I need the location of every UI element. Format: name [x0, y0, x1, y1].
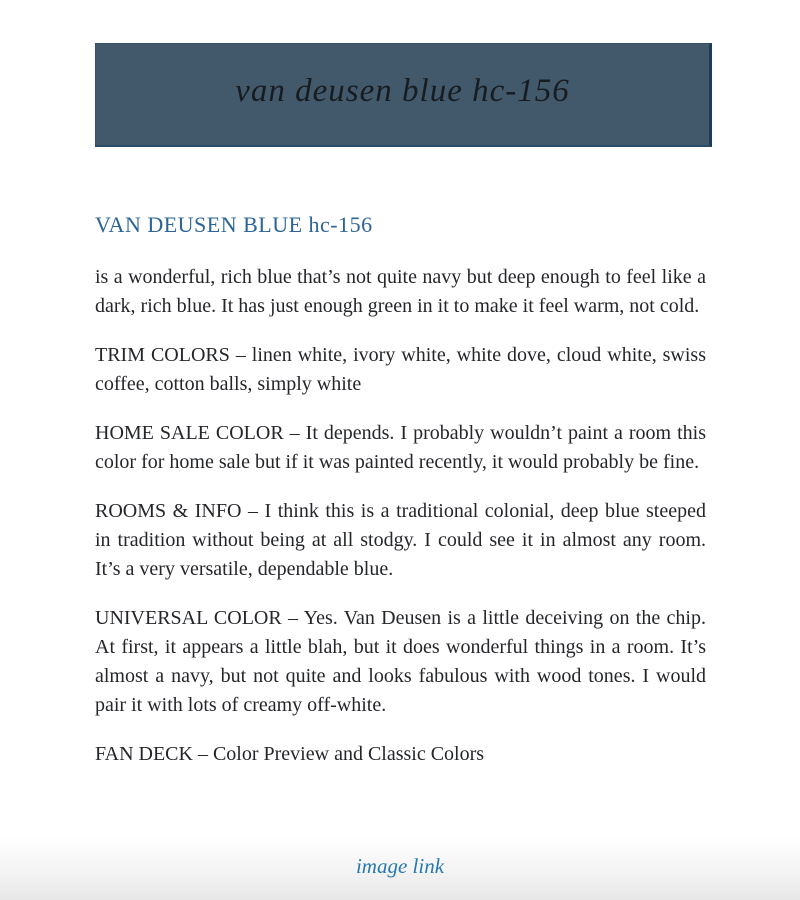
- paragraph-fan-deck: FAN DECK – Color Preview and Classic Colors: [95, 743, 485, 765]
- color-name-heading-link[interactable]: VAN DEUSEN BLUE hc-156: [95, 212, 373, 237]
- paragraph-home-sale-color: HOME SALE COLOR – It depends. I probably wouldn’t paint a room this color for home sale but if it was painted recently, it would probably be fine.: [95, 422, 706, 473]
- paragraph-rooms-info: ROOMS & INFO – I think this is a traditional colonial, deep blue steeped in tradition without being at all stodgy. I could see it in almost any room. It’s a very versatile, dependable blue.: [95, 500, 706, 580]
- paragraph-universal-color: UNIVERSAL COLOR – Yes. Van Deusen is a little deceiving on the chip. At first, it appears a little blah, but it does wonderful things in a room. It’s almost a navy, but not quite and looks fabulous with wood tones. I would pair it with lots of creamy off-white.: [95, 607, 706, 716]
- banner-title: van deusen blue hc-156: [235, 73, 570, 109]
- footer: [0, 854, 800, 879]
- paragraph-color-description: is a wonderful, rich blue that’s not quite navy but deep enough to feel like a dark, rich blue. It has just enough green in it to make it feel warm, not cold.: [95, 266, 706, 317]
- color-swatch-banner: [95, 43, 712, 147]
- image-link[interactable]: image link: [355, 854, 445, 878]
- article-body: [95, 212, 706, 789]
- paragraph-trim-colors: TRIM COLORS – linen white, ivory white, white dove, cloud white, swiss coffee, cotton balls, simply white: [95, 344, 706, 395]
